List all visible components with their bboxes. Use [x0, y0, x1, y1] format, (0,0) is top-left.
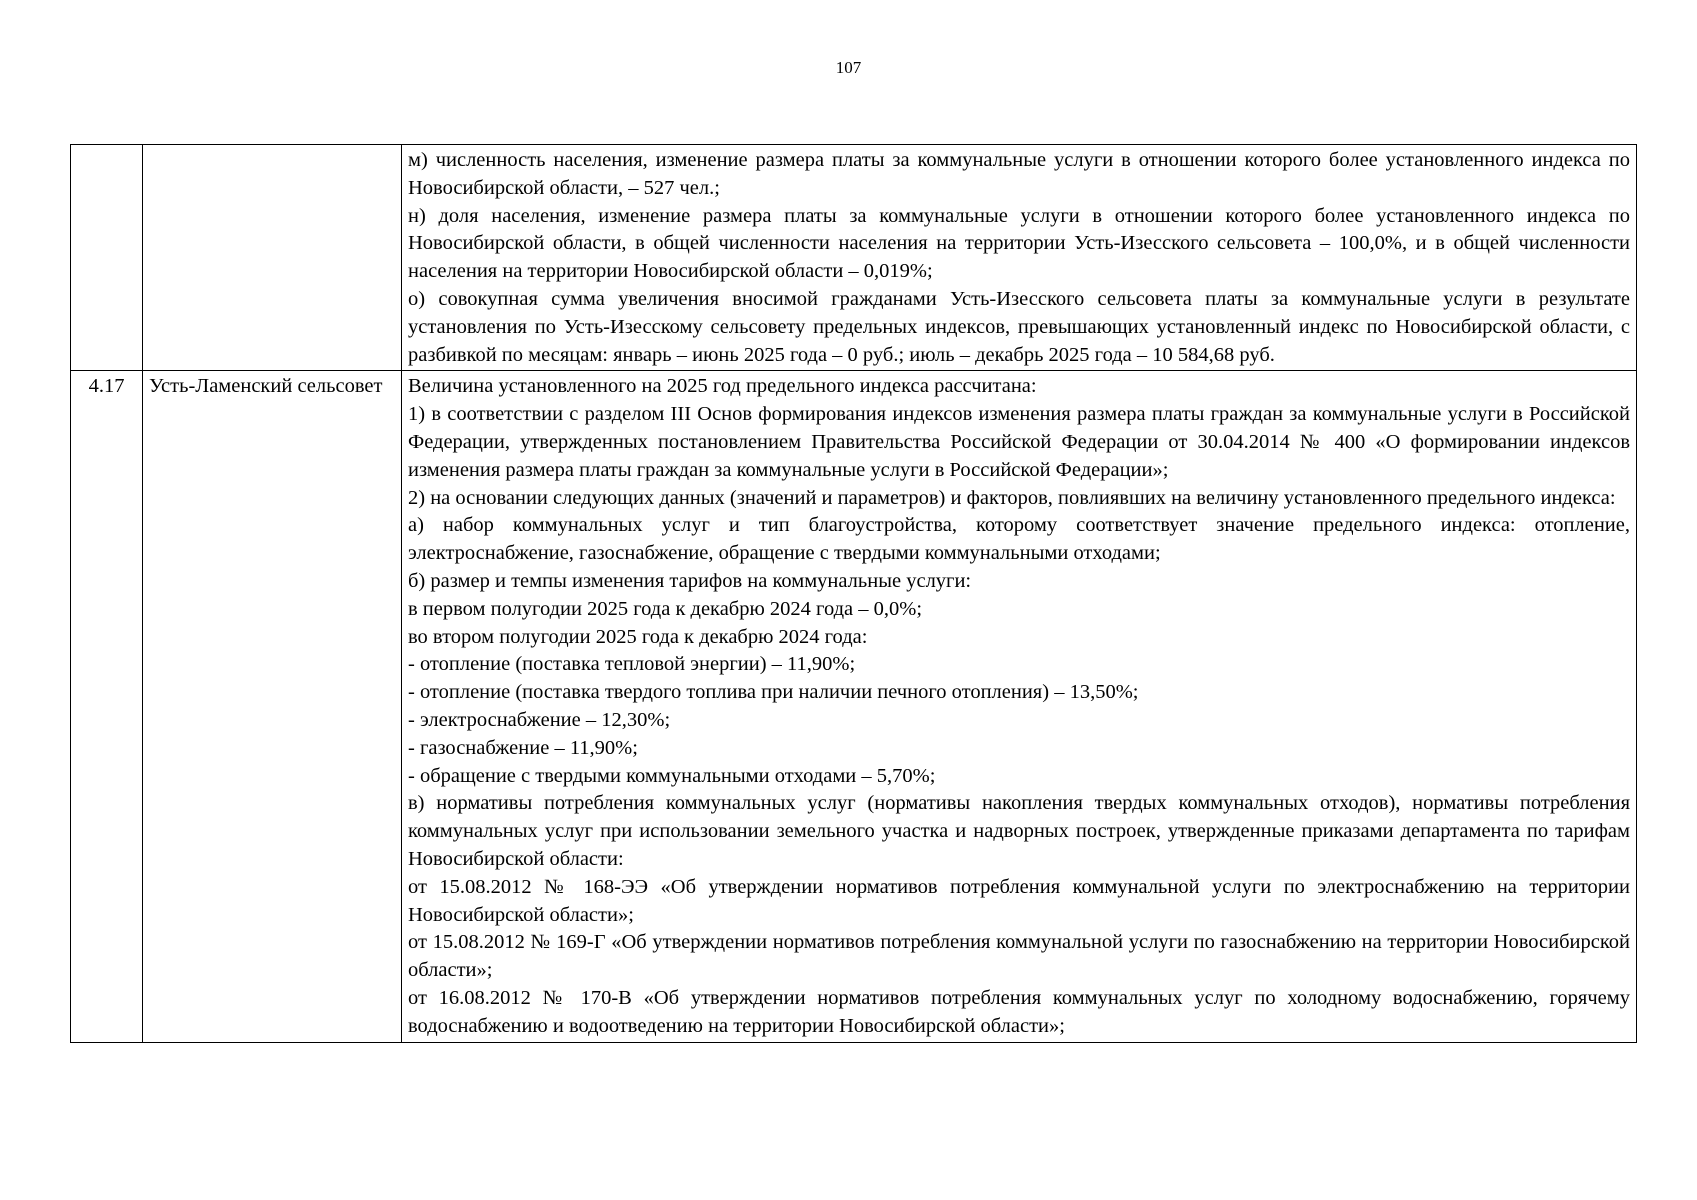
paragraph: - отопление (поставка твердого топлива при наличии печного отопления) – 13,50%;: [408, 681, 1139, 704]
paragraph: - обращение с твердыми коммунальными отходами – 5,70%;: [408, 764, 936, 787]
table-row-4-17: [71, 371, 1637, 1042]
page-number: 107: [835, 58, 862, 77]
paragraph: 1) в соответствии с разделом III Основ формирования индексов изменения размера платы граждан за коммунальные услуги в Российской Федерации, утвержденных постановлением Правительства Российской Федерации от 30.04.2014 № 400 «О формировании индексов изменения размера платы граждан за коммунальные услуги в Российской Федерации»;: [408, 403, 1630, 481]
row-number-cell: 4.17: [71, 371, 143, 1042]
paragraph: Величина установленного на 2025 год предельного индекса рассчитана:: [408, 375, 1037, 398]
paragraph: 2) на основании следующих данных (значений и параметров) и факторов, повлиявших на величину установленного предельного индекса:: [408, 486, 1616, 509]
municipality-name-cell: [143, 145, 402, 371]
paragraph: от 15.08.2012 № 169-Г «Об утверждении нормативов потребления коммунальной услуги по газоснабжению на территории Новосибирской области»;: [408, 931, 1630, 982]
paragraph: от 15.08.2012 № 168-ЭЭ «Об утверждении нормативов потребления коммунальной услуги по электроснабжению на территории Новосибирской области»;: [408, 875, 1630, 926]
row-number-cell: [71, 145, 143, 371]
paragraph-n: н) доля населения, изменение размера платы за коммунальные услуги в отношении которого более установленного индекса по Новосибирской области, в общей численности населения на территории Усть-Изесского сельсовета – 100,0%, и в общей численности населения на территории Новосибирской области – 0,019%;: [408, 204, 1630, 283]
paragraph-m: м) численность населения, изменение размера платы за коммунальные услуги в отношении которого более установленного индекса по Новосибирской области, – 527 чел.;: [408, 149, 1630, 199]
paragraph: - электроснабжение – 12,30%;: [408, 708, 671, 731]
description-cell: [402, 145, 1637, 371]
description-cell: [402, 371, 1637, 1042]
table-row-continuation: [71, 145, 1637, 371]
paragraph: в первом полугодии 2025 года к декабрю 2024 года – 0,0%;: [408, 597, 923, 620]
paragraph: от 16.08.2012 № 170-В «Об утверждении нормативов потребления коммунальных услуг по холодному водоснабжению, горячему водоснабжению и водоотведению на территории Новосибирской области»;: [408, 986, 1630, 1037]
paragraph: во втором полугодии 2025 года к декабрю 2024 года:: [408, 625, 868, 648]
paragraph: в) нормативы потребления коммунальных услуг (нормативы накопления твердых коммунальных отходов), нормативы потребления коммунальных услуг при использовании земельного участка и надворных построек, утвержденные приказами департамента по тарифам Новосибирской области:: [408, 792, 1630, 870]
paragraph-o: о) совокупная сумма увеличения вносимой гражданами Усть-Изесского сельсовета платы за коммунальные услуги в результате установления по Усть-Изесскому сельсовету предельных индексов, превышающих установленный индекс по Новосибирской области, с разбивкой по месяцам: январь – июнь 2025 года – 0 руб.; июль – декабрь 2025 года – 10 584,68 руб.: [408, 287, 1630, 366]
paragraph: а) набор коммунальных услуг и тип благоустройства, которому соответствует значение предельного индекса: отопление, электроснабжение, газоснабжение, обращение с твердыми коммунальными отходами;: [408, 514, 1630, 565]
paragraph: - отопление (поставка тепловой энергии) – 11,90%;: [408, 653, 856, 676]
paragraph: - газоснабжение – 11,90%;: [408, 736, 638, 759]
document-table: [70, 144, 1637, 1043]
paragraph: б) размер и темпы изменения тарифов на коммунальные услуги:: [408, 569, 972, 592]
municipality-name-cell: Усть-Ламенский сельсовет: [143, 371, 402, 1042]
